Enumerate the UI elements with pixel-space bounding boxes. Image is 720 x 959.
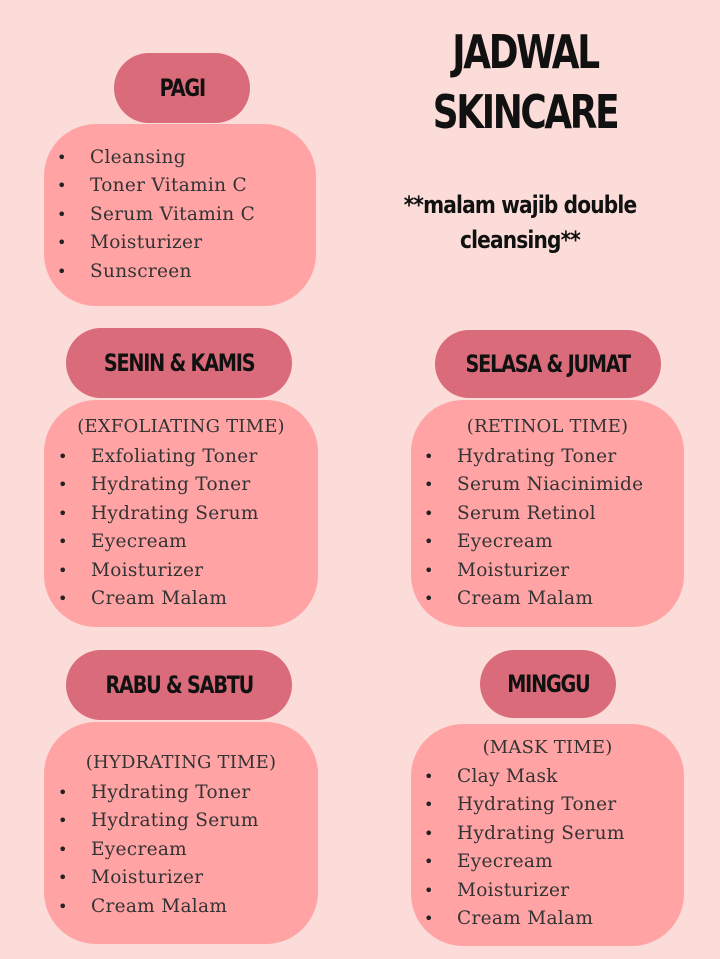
card-selasa-jumat (411, 400, 684, 627)
pill-label-selasa-jumat: SELASA & JUMAT (465, 350, 631, 378)
list-item: • Hydrating Serum (58, 500, 259, 528)
list-item: • Moisturizer (57, 229, 255, 257)
pill-label-rabu-sabtu: RABU & SABTU (105, 671, 253, 699)
note-line-1: **malam wajib double (403, 191, 637, 219)
list-item: • Exfoliating Toner (58, 443, 259, 471)
card-pagi (44, 124, 316, 306)
list-item: • Hydrating Toner (58, 471, 259, 499)
list-item: • Hydrating Serum (58, 807, 259, 835)
list-item: • Moisturizer (58, 557, 259, 585)
pill-pagi (114, 53, 250, 123)
list-item: • Hydrating Toner (424, 443, 643, 471)
list-item: • Cleansing (57, 144, 255, 172)
card-subtitle: (HYDRATING TIME) (85, 752, 277, 773)
note-line-2: cleansing** (459, 226, 581, 254)
pill-rabu-sabtu (66, 650, 292, 720)
list-item: • Hydrating Serum (424, 820, 625, 848)
card-subtitle: (RETINOL TIME) (466, 416, 629, 437)
list-item: • Moisturizer (424, 557, 643, 585)
list-senin-kamis (58, 443, 259, 613)
list-item: • Toner Vitamin C (57, 172, 255, 200)
card-senin-kamis (44, 400, 318, 627)
cleansing-note (394, 188, 646, 258)
page-title (428, 22, 623, 142)
list-pagi (57, 144, 255, 286)
list-item: • Serum Niacinimide (424, 471, 643, 499)
list-item: • Sunscreen (57, 258, 255, 286)
list-item: • Hydrating Toner (424, 791, 625, 819)
card-subtitle: (EXFOLIATING TIME) (77, 416, 285, 437)
list-selasa-jumat (424, 443, 643, 613)
pill-label-minggu: MINGGU (506, 670, 590, 698)
list-item: • Eyecream (424, 528, 643, 556)
pill-label-pagi: PAGI (159, 74, 205, 102)
list-item: • Cream Malam (58, 585, 259, 613)
list-item: • Serum Vitamin C (57, 201, 255, 229)
pill-senin-kamis (66, 328, 292, 398)
list-item: • Moisturizer (58, 864, 259, 892)
title-line-1: JADWAL (452, 25, 598, 79)
list-item: • Cream Malam (58, 893, 259, 921)
list-item: • Hydrating Toner (58, 779, 259, 807)
list-item: • Serum Retinol (424, 500, 643, 528)
pill-selasa-jumat (435, 330, 661, 398)
list-item: • Cream Malam (424, 905, 625, 933)
list-item: • Cream Malam (424, 585, 643, 613)
list-item: • Eyecream (58, 528, 259, 556)
card-rabu-sabtu (44, 722, 318, 944)
pill-label-senin-kamis: SENIN & KAMIS (103, 349, 255, 377)
card-minggu (411, 724, 684, 946)
list-rabu-sabtu (58, 779, 259, 921)
card-subtitle: (MASK TIME) (482, 737, 613, 758)
title-line-2: SKINCARE (432, 85, 618, 139)
list-minggu (424, 763, 625, 933)
list-item: • Eyecream (58, 836, 259, 864)
list-item: • Clay Mask (424, 763, 625, 791)
list-item: • Moisturizer (424, 877, 625, 905)
list-item: • Eyecream (424, 848, 625, 876)
pill-minggu (480, 650, 616, 718)
